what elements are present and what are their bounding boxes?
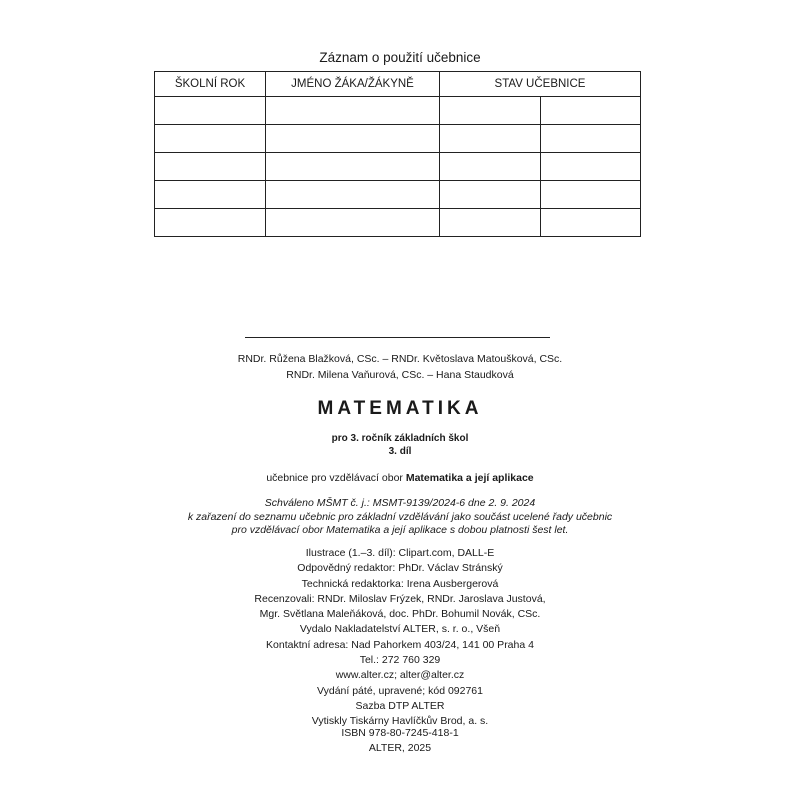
header-student-name: JMÉNO ŽÁKA/ŽÁKYNĚ [266,72,440,97]
table-cell [541,97,641,125]
approval-line: Schváleno MŠMT č. j.: MSMT-9139/2024-6 dne 2. 9. 2024 [264,497,536,509]
book-title: MATEMATIKA [317,398,483,419]
table-cell [541,125,641,153]
credit-line: Vytiskly Tiskárny Havlíčkův Brod, a. s. [311,715,489,728]
credit-line: Kontaktní adresa: Nad Pahorkem 403/24, 141 00 Praha 4 [266,638,534,651]
credit-line: Ilustrace (1.–3. díl): Clipart.com, DALL-E [305,547,495,559]
table-cell [155,209,266,237]
usage-record-title: Záznam o použití učebnice [319,50,481,65]
table-cell [440,125,541,153]
authors-line: RNDr. Milena Vaňurová, CSc. – Hana Staudková [286,369,514,381]
table-header-row [155,72,641,97]
credit-line: Technická redaktorka: Irena Ausbergerová [301,577,499,590]
credit-line: Odpovědný redaktor: PhDr. Václav Stránský [297,562,503,575]
isbn: ISBN 978-80-7245-418-1 [341,727,459,739]
credit-line: www.alter.cz; alter@alter.cz [335,669,465,682]
table-cell [155,125,266,153]
header-book-condition: STAV UČEBNICE [440,72,641,97]
ministry-approval [0,497,800,538]
table-cell [155,181,266,209]
credit-line: Vydání páté, upravené; kód 092761 [317,684,483,697]
divider-line [245,337,550,338]
publisher-year: ALTER, 2025 [368,742,432,754]
subject-line [0,472,800,484]
authors [0,351,800,383]
approval-line: pro vzdělávací obor Matematika a její aplikace s dobou platnosti šest let. [231,524,569,536]
subtitle-grade: pro 3. ročník základních škol [331,433,469,444]
table-cell [440,97,541,125]
table-cell [266,209,440,237]
table-cell [440,181,541,209]
table-cell [541,209,641,237]
credit-line: Vydalo Nakladatelství ALTER, s. r. o., Všeň [299,623,501,636]
book-subtitle [0,432,800,458]
table-cell [155,153,266,181]
header-school-year: ŠKOLNÍ ROK [155,72,266,97]
credit-line: Recenzovali: RNDr. Miloslav Frýzek, RNDr. Jaroslava Justová, [254,592,546,605]
table-cell [266,181,440,209]
authors-line: RNDr. Růžena Blažková, CSc. – RNDr. Květoslava Matoušková, CSc. [237,353,563,365]
subtitle-part: 3. díl [388,446,412,457]
table-cell [541,153,641,181]
table-row [155,153,641,181]
isbn-block [0,726,800,756]
table-cell [155,97,266,125]
subject-name: Matematika a její aplikace [405,472,534,484]
table-row [155,181,641,209]
table-row [155,125,641,153]
credit-line: Tel.: 272 760 329 [359,654,441,667]
table-cell [541,181,641,209]
credit-line: Mgr. Světlana Maleňáková, doc. PhDr. Bohumil Novák, CSc. [259,608,541,621]
credit-line: Sazba DTP ALTER [355,699,445,712]
usage-record-table [154,71,641,237]
subject-prefix: učebnice pro vzdělávací obor [266,472,406,484]
table-cell [266,97,440,125]
table-row [155,97,641,125]
approval-line: k zařazení do seznamu učebnic pro základní vzdělávání jako součást ucelené řady učebnic [187,510,613,523]
table-row [155,209,641,237]
table-cell [440,209,541,237]
table-cell [266,153,440,181]
table-cell [266,125,440,153]
credits [0,546,800,730]
table-cell [440,153,541,181]
